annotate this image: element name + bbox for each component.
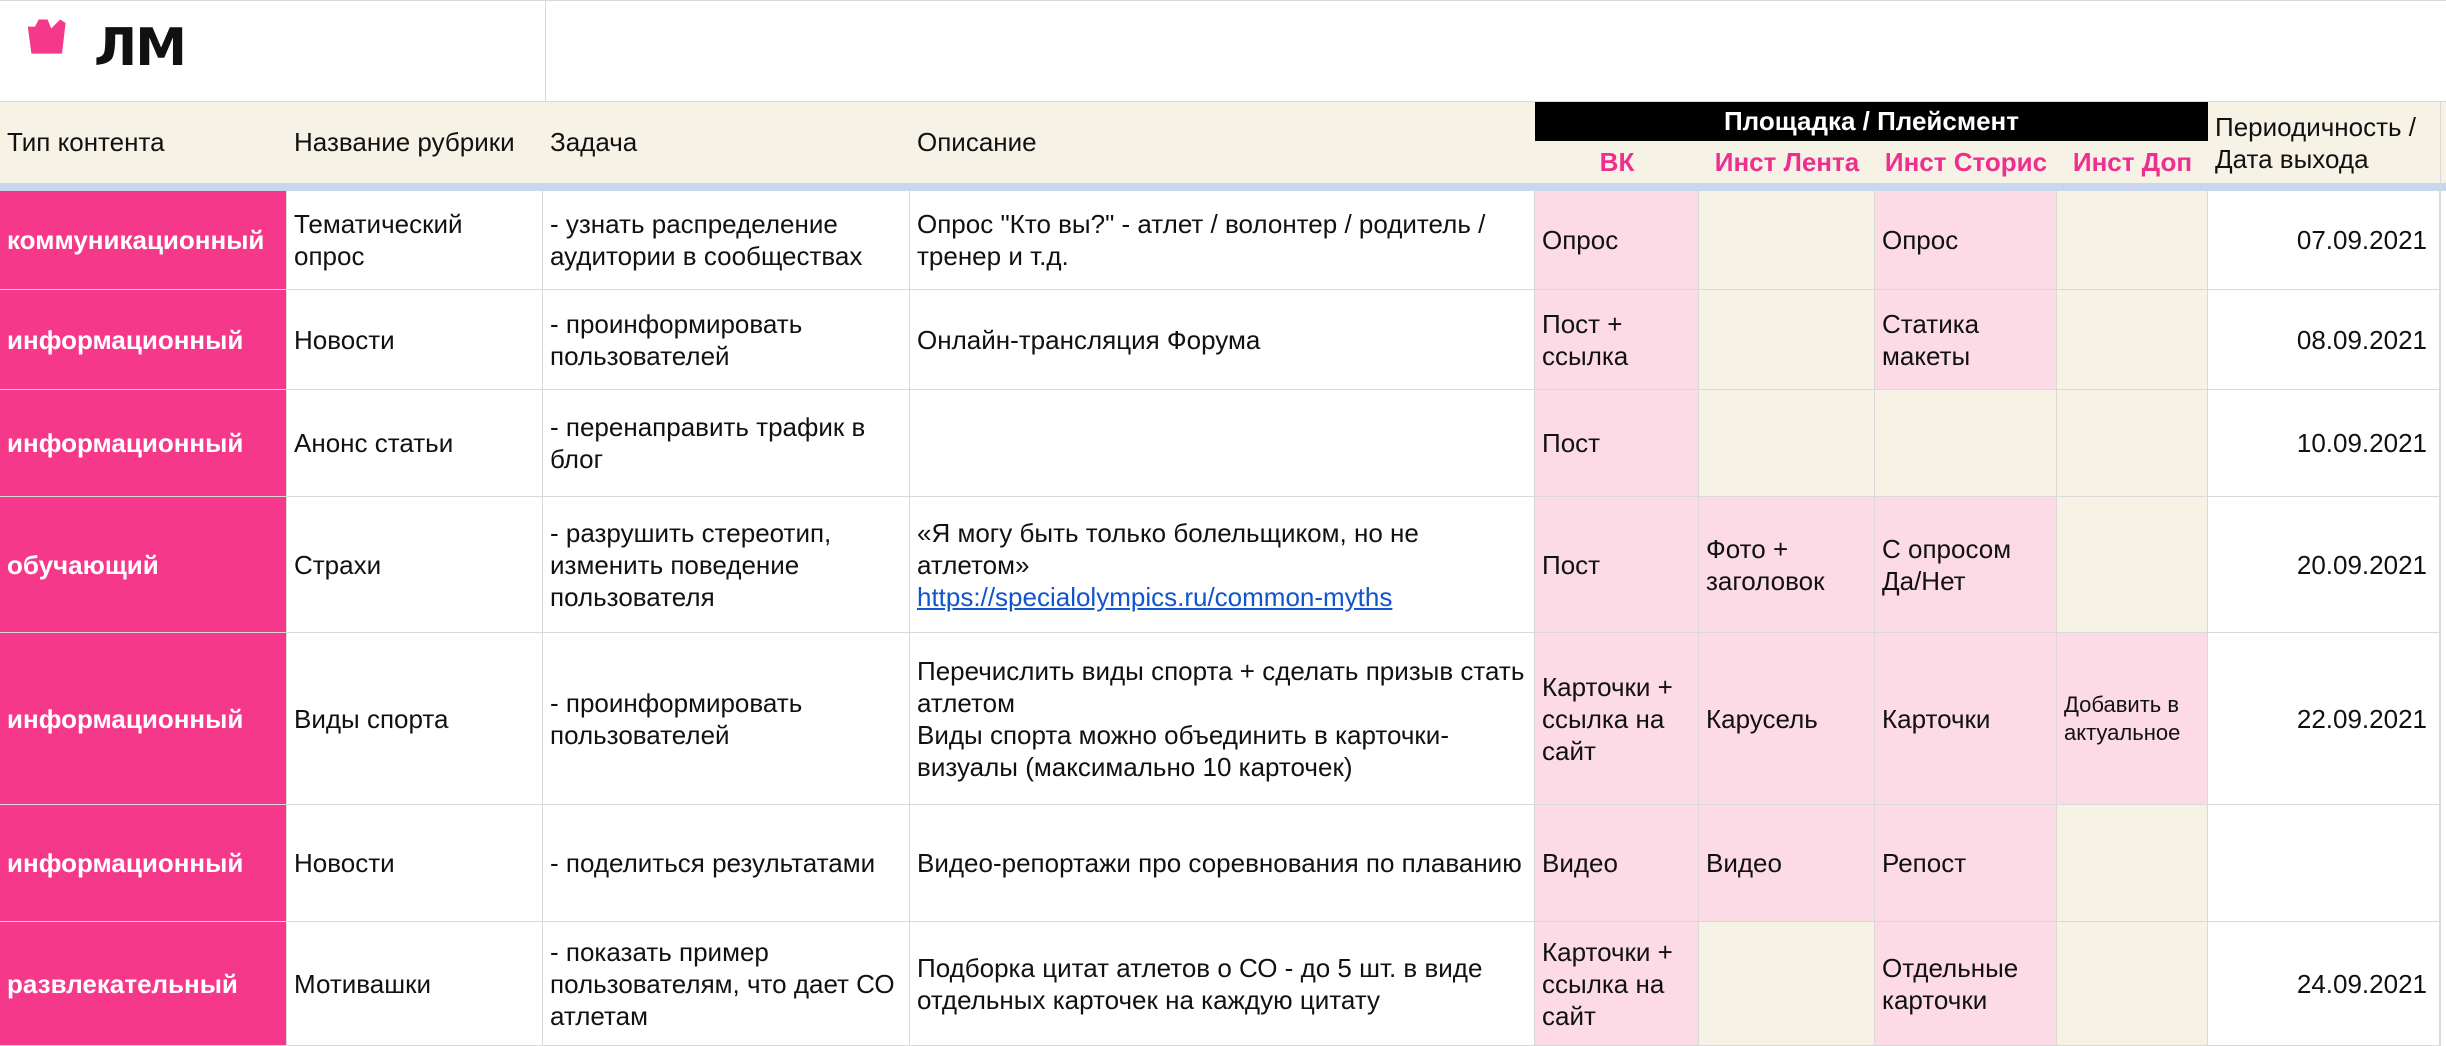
cell-feed[interactable] xyxy=(1699,290,1875,390)
cell-feed[interactable] xyxy=(1699,633,1875,805)
cell-type[interactable] xyxy=(0,390,287,497)
cell-vk[interactable] xyxy=(1535,290,1699,390)
cell-stories[interactable] xyxy=(1875,191,2057,290)
cell-text: - показать пример пользователям, что дает СО атлетам xyxy=(550,936,895,1031)
cell-text: Карусель xyxy=(1706,703,1818,734)
cell-type[interactable] xyxy=(0,922,287,1046)
cell-text: Опрос xyxy=(1542,225,1619,255)
cell-text: 22.09.2021 xyxy=(2296,703,2427,734)
cell-text: 07.09.2021 xyxy=(2296,225,2427,255)
logo-icon xyxy=(26,4,98,70)
cell-extra[interactable] xyxy=(2057,922,2208,1046)
cell-extra[interactable] xyxy=(2057,390,2208,497)
cell-text: 10.09.2021 xyxy=(2296,428,2427,458)
cell-text: - разрушить стереотип, изменить поведение пользователя xyxy=(550,517,832,612)
cell-stories[interactable] xyxy=(1875,290,2057,390)
cell-date[interactable] xyxy=(2208,922,2440,1046)
cell-rubric[interactable] xyxy=(287,805,543,922)
cell-desc[interactable] xyxy=(910,805,1535,922)
cell-vk[interactable] xyxy=(1535,191,1699,290)
cell-extra[interactable] xyxy=(2057,290,2208,390)
cell-text: Опрос xyxy=(1882,225,1959,255)
cell-text: информационный xyxy=(7,324,244,355)
cell-rubric[interactable] xyxy=(287,191,543,290)
cell-text: Мотивашки xyxy=(294,968,432,999)
cell-stories[interactable] xyxy=(1875,805,2057,922)
cell-text: Добавить в актуальное xyxy=(2064,691,2181,745)
cell-text: - поделиться результатами xyxy=(550,848,876,878)
cell-desc[interactable] xyxy=(910,390,1535,497)
cell-rubric[interactable] xyxy=(287,633,543,805)
cell-text: Видео xyxy=(1706,848,1782,878)
cell-vk[interactable] xyxy=(1535,390,1699,497)
cell-text: Анонс статьи xyxy=(294,428,454,458)
cell-text: Новости xyxy=(294,324,395,355)
cell-feed[interactable] xyxy=(1699,922,1875,1046)
cell-text: 08.09.2021 xyxy=(2296,324,2427,355)
cell-text: Карточки + ссылка на сайт xyxy=(1542,936,1673,1031)
cell-feed[interactable] xyxy=(1699,390,1875,497)
cell-stories[interactable] xyxy=(1875,633,2057,805)
cell-date[interactable] xyxy=(2208,633,2440,805)
cell-desc[interactable] xyxy=(910,497,1535,633)
cell-task[interactable] xyxy=(543,633,910,805)
cell-text: Новости xyxy=(294,848,395,878)
cell-desc[interactable] xyxy=(910,290,1535,390)
cell-task[interactable] xyxy=(543,922,910,1046)
cell-text: Пост xyxy=(1542,428,1601,458)
cell-desc[interactable] xyxy=(910,191,1535,290)
cell-text: - перенаправить трафик в блог xyxy=(550,412,866,474)
cell-vk[interactable] xyxy=(1535,922,1699,1046)
grid-right xyxy=(2440,101,2441,1046)
cell-type[interactable] xyxy=(0,191,287,290)
cell-text: 20.09.2021 xyxy=(2296,549,2427,580)
cell-text: Репост xyxy=(1882,848,1967,878)
cell-vk[interactable] xyxy=(1535,805,1699,922)
header-inst-stories: Инст Сторис xyxy=(1875,141,2057,183)
frozen-row-divider xyxy=(0,183,2446,191)
cell-text: - проинформировать пользователей xyxy=(550,308,803,371)
cell-task[interactable] xyxy=(543,390,910,497)
cell-extra[interactable] xyxy=(2057,633,2208,805)
grid-logo-divider xyxy=(545,0,546,101)
cell-extra[interactable] xyxy=(2057,191,2208,290)
cell-task[interactable] xyxy=(543,290,910,390)
cell-text: Видео-репортажи про соревнования по плаванию xyxy=(917,848,1522,878)
cell-text: развлекательный xyxy=(7,968,238,999)
cell-type[interactable] xyxy=(0,290,287,390)
cell-feed[interactable] xyxy=(1699,497,1875,633)
logo-text: ЛМ xyxy=(94,18,185,78)
cell-type[interactable] xyxy=(0,633,287,805)
cell-rubric[interactable] xyxy=(287,290,543,390)
cell-text: Отдельные карточки xyxy=(1882,952,2019,1015)
cell-vk[interactable] xyxy=(1535,497,1699,633)
cell-text: Виды спорта xyxy=(294,703,449,734)
cell-stories[interactable] xyxy=(1875,390,2057,497)
cell-text: информационный xyxy=(7,848,244,878)
cell-feed[interactable] xyxy=(1699,191,1875,290)
header-rubric: Название рубрики xyxy=(287,101,543,183)
cell-rubric[interactable] xyxy=(287,922,543,1046)
cell-date[interactable] xyxy=(2208,805,2440,922)
cell-vk[interactable] xyxy=(1535,633,1699,805)
grid-top xyxy=(0,0,2446,1)
cell-text: С опросом Да/Нет xyxy=(1882,533,2012,596)
cell-type[interactable] xyxy=(0,805,287,922)
cell-text: Тематический опрос xyxy=(294,209,463,271)
cell-stories[interactable] xyxy=(1875,922,2057,1046)
cell-text: Карточки + ссылка на сайт xyxy=(1542,671,1673,766)
cell-task[interactable] xyxy=(543,191,910,290)
cell-feed[interactable] xyxy=(1699,805,1875,922)
cell-text: Статика макеты xyxy=(1882,308,1980,371)
cell-task[interactable] xyxy=(543,805,910,922)
cell-type[interactable] xyxy=(0,497,287,633)
header-platform-group: Площадка / Плейсмент xyxy=(1535,101,2208,141)
cell-text: Опрос "Кто вы?" - атлет / волонтер / родитель / тренер и т.д. xyxy=(917,209,1486,271)
cell-text: Подборка цитат атлетов о СО - до 5 шт. в виде отдельных карточек на каждую цитату xyxy=(917,952,1483,1015)
cell-text: - проинформировать пользователей xyxy=(550,687,803,750)
description-link[interactable]: https://specialolympics.ru/common-myths xyxy=(917,581,1393,612)
cell-date[interactable] xyxy=(2208,290,2440,390)
cell-text: коммуникационный xyxy=(7,225,265,255)
header-type: Тип контента xyxy=(0,101,287,183)
cell-date[interactable] xyxy=(2208,497,2440,633)
cell-text: Перечислить виды спорта + сделать призыв стать атлетом Виды спорта можно объединить в карточки-визуалы (максимально 10 карточек) xyxy=(917,655,1525,782)
header-period: Периодичность / Дата выхода xyxy=(2208,101,2446,183)
cell-desc[interactable] xyxy=(910,922,1535,1046)
header-task: Задача xyxy=(543,101,910,183)
cell-text: Карточки xyxy=(1882,703,1991,734)
cell-text: Фото + заголовок xyxy=(1706,533,1825,596)
cell-rubric[interactable] xyxy=(287,390,543,497)
cell-text: «Я могу быть только болельщиком, но не атлетом» https://specialolympics.ru/common-myths xyxy=(917,517,1527,613)
cell-extra[interactable] xyxy=(2057,497,2208,633)
cell-text: 24.09.2021 xyxy=(2296,968,2427,999)
cell-desc[interactable] xyxy=(910,633,1535,805)
cell-date[interactable] xyxy=(2208,191,2440,290)
cell-stories[interactable] xyxy=(1875,497,2057,633)
cell-date[interactable] xyxy=(2208,390,2440,497)
cell-text: Пост xyxy=(1542,549,1601,580)
header-vk: ВК xyxy=(1535,141,1699,183)
cell-text: Видео xyxy=(1542,848,1618,878)
cell-text: Страхи xyxy=(294,549,382,580)
header-desc: Описание xyxy=(910,101,1535,183)
cell-extra[interactable] xyxy=(2057,805,2208,922)
cell-text: информационный xyxy=(7,703,244,734)
cell-text: обучающий xyxy=(7,549,159,580)
cell-text: - узнать распределение аудитории в сообществах xyxy=(550,209,863,271)
cell-text: информационный xyxy=(7,428,244,458)
header-inst-extra: Инст Доп xyxy=(2057,141,2208,183)
header-inst-feed: Инст Лента xyxy=(1699,141,1875,183)
cell-text: Пост + ссылка xyxy=(1542,308,1629,371)
grid-header-top xyxy=(0,101,2446,102)
cell-rubric[interactable] xyxy=(287,497,543,633)
cell-text: Онлайн-трансляция Форума xyxy=(917,324,1261,355)
cell-task[interactable] xyxy=(543,497,910,633)
